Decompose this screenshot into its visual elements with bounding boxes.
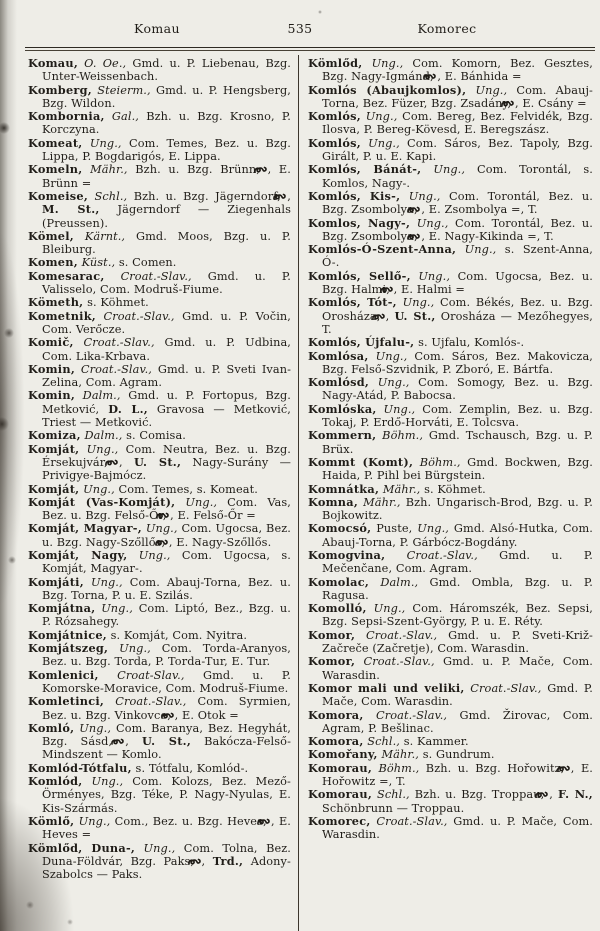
entry-text: , <box>118 455 123 469</box>
entry-headword: Kömlőd, Duna-, <box>28 840 136 855</box>
header-rule <box>25 47 595 51</box>
entry-text: s. Comisa. <box>126 429 186 443</box>
entry <box>28 522 291 549</box>
entry-headword: Komlenici, <box>28 667 99 682</box>
region-abbrev: Mähr., <box>381 748 419 762</box>
entry-headword: Komin, <box>28 361 75 376</box>
entry <box>28 336 291 363</box>
entry-headword: Komló, <box>28 720 75 735</box>
entry-text: Com. Baranya, Bez. Hegyhát, Bzg. Sásd, <box>42 721 291 749</box>
entry-text: , E. Bánhida = <box>437 70 522 84</box>
region-abbrev: Ung., <box>365 110 398 124</box>
region-abbrev: Mähr., <box>90 163 128 177</box>
region-abbrev: Croat.-Slav., <box>103 309 175 323</box>
entry <box>28 443 291 483</box>
entry-text: , <box>385 309 390 323</box>
entry <box>308 296 593 336</box>
entry <box>28 256 291 269</box>
entry-headword: Komolló, <box>308 601 367 616</box>
entry <box>308 576 593 603</box>
entry <box>308 788 593 815</box>
entry-headword: Komiza, <box>28 428 81 443</box>
entry-text: , E. Halmi = <box>393 283 465 297</box>
entry-text: Gmd. u. P. Mače, Com. Warasdin. <box>322 655 593 682</box>
entry-text: Bzh. Ungarisch-Brod, Bzg. u. P. Bojkowitz. <box>322 495 593 523</box>
region-abbrev: Ung., <box>91 775 124 789</box>
entry-text: , <box>549 788 553 802</box>
entry <box>28 110 291 137</box>
entry <box>28 296 291 309</box>
entry-headword: Komolac, <box>308 574 370 589</box>
entry-text: Com. Liptó, Bez., Bzg. u. P. Rózsahegy. <box>42 602 291 629</box>
entry-text: Bzh. u. Bzg. Brünn, <box>135 163 260 177</box>
entry-headword: Komocsó, <box>308 521 372 536</box>
entry <box>28 775 291 815</box>
entry-text: Com. Neutra, Bez. u. Bzg. Érsekujvár, <box>42 442 291 469</box>
entry-text: Adony-Szabolcs — Paks. <box>42 854 291 882</box>
region-abbrev: Ung., <box>371 57 404 70</box>
region-abbrev: Croat.-Slav., <box>115 695 187 709</box>
entry <box>308 762 593 789</box>
entry-text: s. Komját, Com. Nyitra. <box>110 628 248 642</box>
entry <box>28 310 291 337</box>
entry-text: Com. Kolozs, Bez. Mező-Örményes, Bzg. Téke, P. Nagy-Nyulas, E. Kis-Szármás. <box>42 775 291 815</box>
entry-headword: Komlós, Kis-, <box>308 188 401 203</box>
entry-text: Com. Komorn, Bez. Gesztes, Bzg. Nagy-Igmánd, <box>322 57 593 84</box>
entry-text: Com. Ugocsa, Bez. u. Bzg. Nagy-Szőllős, <box>42 522 291 549</box>
entry <box>308 522 593 549</box>
entry-text: Com. Zemplin, Bez. u. Bzg. Tokaj, P. Erdő-Horváti, E. Tolcsva. <box>322 402 593 430</box>
entry-text: s. Comen. <box>118 256 177 270</box>
entry-text: , E. Hořowitz =, T. <box>322 761 593 789</box>
entry-headword: Komlóska, <box>308 401 377 416</box>
entry <box>28 602 291 629</box>
entry <box>308 602 593 629</box>
entry-text: Com. Torontál, Bez. u. Bzg. Zsombolya, <box>322 216 593 243</box>
region-abbrev: Ung., <box>368 136 400 150</box>
entry <box>308 549 593 576</box>
entry <box>308 376 593 403</box>
entry-headword: Komeln, <box>28 162 83 177</box>
entry <box>28 57 291 84</box>
region-abbrev: O. Oe., <box>84 57 127 70</box>
entry <box>28 429 291 442</box>
entry-text: Bzh. u. Bzg. Hořowitz, <box>425 761 565 775</box>
entry <box>28 190 291 230</box>
entry-text: Gmd. u. P. Udbina, Com. Lika-Krbava. <box>42 336 291 363</box>
entry-headword: Kommt (Komt), <box>308 454 414 469</box>
entry-headword: Komořany, <box>308 747 378 762</box>
entry-text: s. Ujfalu, Komlós-. <box>418 336 525 350</box>
region-abbrev: Schl., <box>377 788 410 802</box>
running-head-left-keyword: Komau <box>134 21 180 36</box>
entry-text: Com. Somogy, Bez. u. Bzg. Nagy-Atád, P. Babocsa. <box>322 376 593 403</box>
entry-headword: Komič, <box>28 335 74 350</box>
entry-text: s. Köhmet. <box>424 482 486 496</box>
region-abbrev: Ung., <box>90 575 123 589</box>
entry-headword: Komnátka, <box>308 481 380 496</box>
region-abbrev: Mähr., <box>363 495 401 509</box>
entry-headword: Komorau, <box>308 787 373 802</box>
entry <box>308 217 593 244</box>
entry-text: , <box>201 854 206 868</box>
region-abbrev: Ung., <box>185 495 218 509</box>
region-abbrev: Dalm., <box>84 429 123 443</box>
entry-headword: Kombornia, <box>28 109 105 124</box>
entry <box>28 695 291 722</box>
entry-headword: Komen, <box>28 255 78 270</box>
entry-headword: Komorec, <box>308 813 371 828</box>
region-abbrev: Croat.-Slav., <box>120 269 192 283</box>
entry-text: , E. Felső-Őr = <box>170 509 256 523</box>
entry-headword: Komjáti, <box>28 574 84 589</box>
entry <box>28 642 291 669</box>
entry-text: s. Kammer. <box>403 735 469 749</box>
entry-text: s. Tótfalu, Komlód-. <box>135 761 249 775</box>
entry <box>308 655 593 682</box>
entry-headword: Komor, <box>308 627 356 642</box>
region-abbrev: Steierm., <box>97 83 151 97</box>
entry-text: , E. Nagy-Kikinda =, T. <box>421 229 554 243</box>
entry-headword: Komlós, <box>308 135 361 150</box>
entry-headword: Komau, <box>28 56 79 70</box>
entry <box>308 110 593 137</box>
entry <box>308 163 593 190</box>
entry-text: Com. Ugocsa, Bez. u. Bzg. Halmi, <box>322 269 593 297</box>
entry-text: Gmd. u. P. Sveti Ivan-Zelina, Com. Agram. <box>42 362 291 390</box>
entry <box>28 576 291 603</box>
region-abbrev: Croat.-Slav., <box>363 655 435 669</box>
entry-headword: Komlós, Sellő-, <box>308 268 411 283</box>
entry-headword: Komját, Nagy, <box>28 547 128 562</box>
region-abbrev: Croat.-Slav., <box>366 628 438 642</box>
region-abbrev: Mähr., <box>382 482 421 496</box>
region-abbrev: Croat.-Slav., <box>375 708 448 722</box>
entry-headword: U. St., <box>394 308 436 323</box>
entry-text: Com., Bez. u. Bzg. Heves, <box>114 814 267 828</box>
region-abbrev: Schl., <box>94 189 128 203</box>
entry-headword: Komlós-Ó-Szent-Anna, <box>308 242 457 257</box>
entry-text: Bakócza-Felső-Mindszent — Komlo. <box>42 735 291 762</box>
entry <box>28 483 291 496</box>
entry-text: Gmd. u. P. Sveti-Križ-Začreče (Začretje), Com. Warasdin. <box>322 628 593 656</box>
entry <box>308 629 593 656</box>
entry-text: Gmd. u. P. Hengsberg, Bzg. Wildon. <box>42 83 291 110</box>
running-head-right-keyword: Komorec <box>417 21 477 36</box>
entry <box>308 815 593 842</box>
entry-headword: Komesarac, <box>28 268 105 283</box>
entry-headword: Komor, <box>308 654 356 669</box>
entry <box>308 137 593 164</box>
entry-headword: Komlód-Tótfalu, <box>28 760 132 775</box>
entry <box>28 842 291 882</box>
region-abbrev: Croat.-Slav., <box>470 681 542 695</box>
entry-headword: Komjátszeg, <box>28 641 109 656</box>
entry <box>308 429 593 456</box>
entry-text: Gmd. u. P. Valisselo, Com. Modruš-Fiume. <box>42 269 291 297</box>
entry-headword: Komlós, Újfalu-, <box>308 335 415 350</box>
region-abbrev: Dalm., <box>380 575 419 589</box>
entry-headword: Komletinci, <box>28 694 105 709</box>
entry-headword: Komlós, <box>308 109 361 124</box>
entry <box>308 243 593 270</box>
region-abbrev: Ung., <box>375 349 408 363</box>
entry <box>308 496 593 523</box>
entry-headword: Trd., <box>212 853 244 868</box>
region-abbrev: Ung., <box>145 522 178 536</box>
entry-text: Gmd. u. P. Vočin, Com. Verőcze. <box>42 309 291 336</box>
entry-headword: F. N., <box>557 787 593 802</box>
entry-headword: Komlos, Nagy-, <box>308 215 411 230</box>
region-abbrev: Schl., <box>367 735 401 749</box>
entry-text: Com. Abauj-Torna, Bez. u. Bzg. Torna, P. u. E. Szilás. <box>42 575 291 602</box>
entry <box>308 350 593 377</box>
entry-text: , E. Brünn = <box>42 163 291 190</box>
entry <box>28 389 291 429</box>
entry-headword: Komora, <box>308 734 364 749</box>
region-abbrev: Kärnt., <box>84 229 126 243</box>
entry-text: , E. Zsombolya =, T. <box>421 203 538 217</box>
entry-text: Gravosa — Metković, Triest — Metković. <box>42 402 291 430</box>
entry <box>28 84 291 111</box>
region-abbrev: Ung., <box>373 602 406 616</box>
entry-text: Gmd. u. P. Mečenčane, Com. Agram. <box>322 548 593 576</box>
entry <box>28 762 291 775</box>
entry-headword: Komlósd, <box>308 375 370 390</box>
region-abbrev: Croat.-Slav., <box>406 548 478 562</box>
entry-text: Com. Sáros, Bez. Tapoly, Bzg. Girált, P. u. E. Kapi. <box>322 136 593 164</box>
column-right <box>308 57 593 881</box>
entry-headword: U. St., <box>142 734 192 749</box>
entry-text: Bzh. u. Bzg. Jägerndorf, <box>133 189 281 203</box>
entry-text: Gmd. u. P. Liebenau, Bzg. Unter-Weissenbach. <box>42 57 291 84</box>
entry-headword: Komora, <box>308 707 364 722</box>
entry <box>308 57 593 84</box>
entry-text: Com. Abauj-Torna, Bez. Füzer, Bzg. Zsadány, <box>322 83 593 110</box>
entry <box>308 682 593 709</box>
region-abbrev: Ung., <box>86 442 119 456</box>
entry-headword: Komját (Vas-Komját), <box>28 494 176 509</box>
entry-text: Gmd. Tschausch, Bzg. u. P. Brüx. <box>322 429 594 456</box>
entry <box>308 709 593 736</box>
entry-text: Gmd. u. P. Mače, Com. Warasdin. <box>322 814 593 842</box>
entry-headword: Komlósa, <box>308 348 369 363</box>
region-abbrev: Ung., <box>408 189 441 203</box>
region-abbrev: Böhm., <box>378 761 420 775</box>
entry-text: Nagy-Surány — Privigye-Bajmócz. <box>42 455 291 483</box>
region-abbrev: Ung., <box>101 602 133 616</box>
region-abbrev: Ung., <box>377 376 410 390</box>
region-abbrev: Ung., <box>83 482 115 496</box>
entry-text: Gmd. Ombla, Bzg. u. P. Ragusa. <box>322 575 593 602</box>
entry <box>28 496 291 523</box>
entry <box>28 549 291 576</box>
region-abbrev: Ung., <box>138 548 171 562</box>
entry-text: Com. Syrmien, Bez. u. Bzg. Vinkovce, <box>42 695 291 722</box>
entry-text: Gmd. P. Mače, Com. Warasdin. <box>322 681 593 709</box>
region-abbrev: Ung., <box>417 522 449 536</box>
entry-headword: Komlós, Tót-, <box>308 295 397 310</box>
entry-headword: Kömlő, <box>28 813 75 828</box>
entry <box>28 270 291 297</box>
entry-headword: D. L., <box>108 401 148 416</box>
entry <box>28 669 291 696</box>
entry-headword: Kommern, <box>308 428 377 443</box>
region-abbrev: Croat.-Slav., <box>376 814 448 828</box>
entry-headword: Komna, <box>308 494 359 509</box>
running-head <box>0 21 600 41</box>
entry <box>308 483 593 496</box>
entry-headword: Kömeth, <box>28 295 84 310</box>
region-abbrev: Ung., <box>143 841 176 855</box>
region-abbrev: Ung., <box>89 136 122 150</box>
entry <box>28 137 291 164</box>
entry-headword: Komlós (Abaujkomlos), <box>308 82 467 97</box>
entry <box>28 629 291 642</box>
entry-text: Com. Tolna, Bez. Duna-Földvár, Bzg. Paks, <box>42 841 291 868</box>
entry-headword: Komlós, Bánát-, <box>308 162 422 177</box>
entry <box>28 230 291 257</box>
entry-headword: Komeise, <box>28 188 89 203</box>
entry <box>308 403 593 430</box>
entry-text: Com. Torontál, Bez. u. Bzg. Zsombolya, <box>322 189 593 217</box>
entry-text: Com. Háromszék, Bez. Sepsi, Bzg. Sepsi-Szent-György, P. u. E. Réty. <box>322 602 593 629</box>
entry-text: Gmd. u. P. Fortopus, Bzg. Metković, <box>42 389 291 416</box>
region-abbrev: Ung., <box>416 216 449 230</box>
region-abbrev: Croat.-Slav., <box>83 336 155 350</box>
entry-headword: Kömel, <box>28 228 74 243</box>
entry-headword: Komjátnice, <box>28 627 107 642</box>
region-abbrev: Böhm., <box>419 455 461 469</box>
region-abbrev: Croat-Slav., <box>117 668 185 682</box>
entry <box>28 815 291 842</box>
entry-text: Gmd. Bockwen, Bzg. Haida, P. Pihl bei Bürgstein. <box>322 455 593 483</box>
entry-text: , <box>287 189 291 203</box>
entry-headword: Komlód, <box>28 774 83 789</box>
region-abbrev: Ung., <box>119 642 151 656</box>
entry-text: Schönbrunn — Troppau. <box>322 801 465 815</box>
entry-text: Gmd. Žirovac, Com. Agram, P. Bešlinac. <box>322 708 593 735</box>
region-abbrev: Dalm., <box>82 389 121 403</box>
text-block <box>28 57 593 881</box>
entry-headword: Komogvina, <box>308 547 386 562</box>
entry-text: Com. Torda-Aranyos, Bez. u. Bzg. Torda, P. Torda-Tur, E. Tur. <box>42 642 291 669</box>
entry-headword: Komor mali und veliki, <box>308 680 465 695</box>
entry-headword: Kometnik, <box>28 308 96 323</box>
entry-headword: Kömlőd, <box>308 56 363 70</box>
entry-headword: M. St., <box>42 202 100 217</box>
entry-text: , E. Csány = <box>514 96 587 110</box>
region-abbrev: Ung., <box>78 814 111 828</box>
entry-text: , E. Heves = <box>42 814 291 842</box>
entry-text: Gmd. Alsó-Hutka, Com. Abauj-Torna, P. Gárbócz-Bogdány. <box>322 522 593 549</box>
entry-text: Orosháza — Mezőhegyes, T. <box>322 309 593 336</box>
entry-headword: Komin, <box>28 388 75 403</box>
entry <box>308 456 593 483</box>
entry-text: Bzh. u. Bzg. Krosno, P. Korczyna. <box>42 110 291 137</box>
entry <box>28 363 291 390</box>
region-abbrev: Ung., <box>418 269 451 283</box>
entry <box>308 748 593 761</box>
entry-text: , <box>125 735 129 749</box>
entry-text: Com. Temes, s. Komeat. <box>118 482 258 496</box>
entry <box>28 722 291 762</box>
entry <box>308 735 593 748</box>
entry-text: , E. Nagy-Szőllős. <box>168 535 272 549</box>
entry-headword: Komjátna, <box>28 601 96 616</box>
region-abbrev: Ung., <box>383 402 416 416</box>
entry-text: Jägerndorf — Ziegenhals (Preussen). <box>42 203 291 230</box>
entry <box>308 84 593 111</box>
entry-text: , E. Otok = <box>174 708 239 722</box>
entry-text: Com. Békés, Bez. u. Bzg. Orosháza, <box>322 296 593 323</box>
entry-text: Gmd. u. P. Komorske-Moravice, Com. Modruš-Fiume. <box>42 668 291 695</box>
region-abbrev: Croat.-Slav., <box>80 362 152 376</box>
region-abbrev: Ung., <box>433 163 466 177</box>
entry-headword: Komját, Magyar-, <box>28 521 142 536</box>
page-number: 535 <box>287 21 313 36</box>
entry-text: Com. Vas, Bez. u. Bzg. Felső-Őr, <box>42 495 291 523</box>
region-abbrev: Gal., <box>111 110 139 124</box>
entry-text: Com. Temes, Bez. u. Bzg. Lippa, P. Bogdarigós, E. Lippa. <box>42 136 291 164</box>
entry-text: s. Köhmet. <box>87 296 149 310</box>
region-abbrev: Ung., <box>464 243 497 257</box>
entry-text: Com. Bereg, Bez. Felvidék, Bzg. Ilosva, P. Bereg-Kövesd, E. Beregszász. <box>322 110 593 137</box>
entry-text: Puste, <box>376 522 413 536</box>
entry-headword: Komeat, <box>28 135 83 150</box>
entry-headword: U. St., <box>133 454 182 469</box>
entry-text: Gmd. Moos, Bzg. u. P. Bleiburg. <box>42 229 291 257</box>
region-abbrev: Ung., <box>475 83 508 97</box>
entry <box>28 163 291 190</box>
entry-text: Bzh. u. Bzg. Troppau, <box>414 788 545 802</box>
entry-headword: Komját, <box>28 441 80 456</box>
entry-text: Com. Ugocsa, s. Komját, Magyar-. <box>42 548 291 576</box>
region-abbrev: Böhm., <box>382 429 424 443</box>
entry-headword: Komját, <box>28 481 80 496</box>
entry-headword: Komberg, <box>28 82 92 97</box>
entry-text: s. Szent-Anna, Ó-. <box>322 243 593 270</box>
entry <box>308 190 593 217</box>
entry-text: Com. Sáros, Bez. Makovicza, Bzg. Felső-Szvidnik, P. Zboró, E. Bártfa. <box>322 349 593 376</box>
entry-text: Com. Torontál, s. Komlos, Nagy-. <box>322 163 593 190</box>
entry <box>308 270 593 297</box>
entry-text: s. Gundrum. <box>422 748 495 762</box>
entry-headword: Komorau, <box>308 760 373 775</box>
region-abbrev: Ung., <box>79 721 112 735</box>
entry <box>308 336 593 349</box>
column-left <box>28 57 291 881</box>
region-abbrev: Ung., <box>402 296 435 310</box>
region-abbrev: Küst., <box>81 256 116 270</box>
